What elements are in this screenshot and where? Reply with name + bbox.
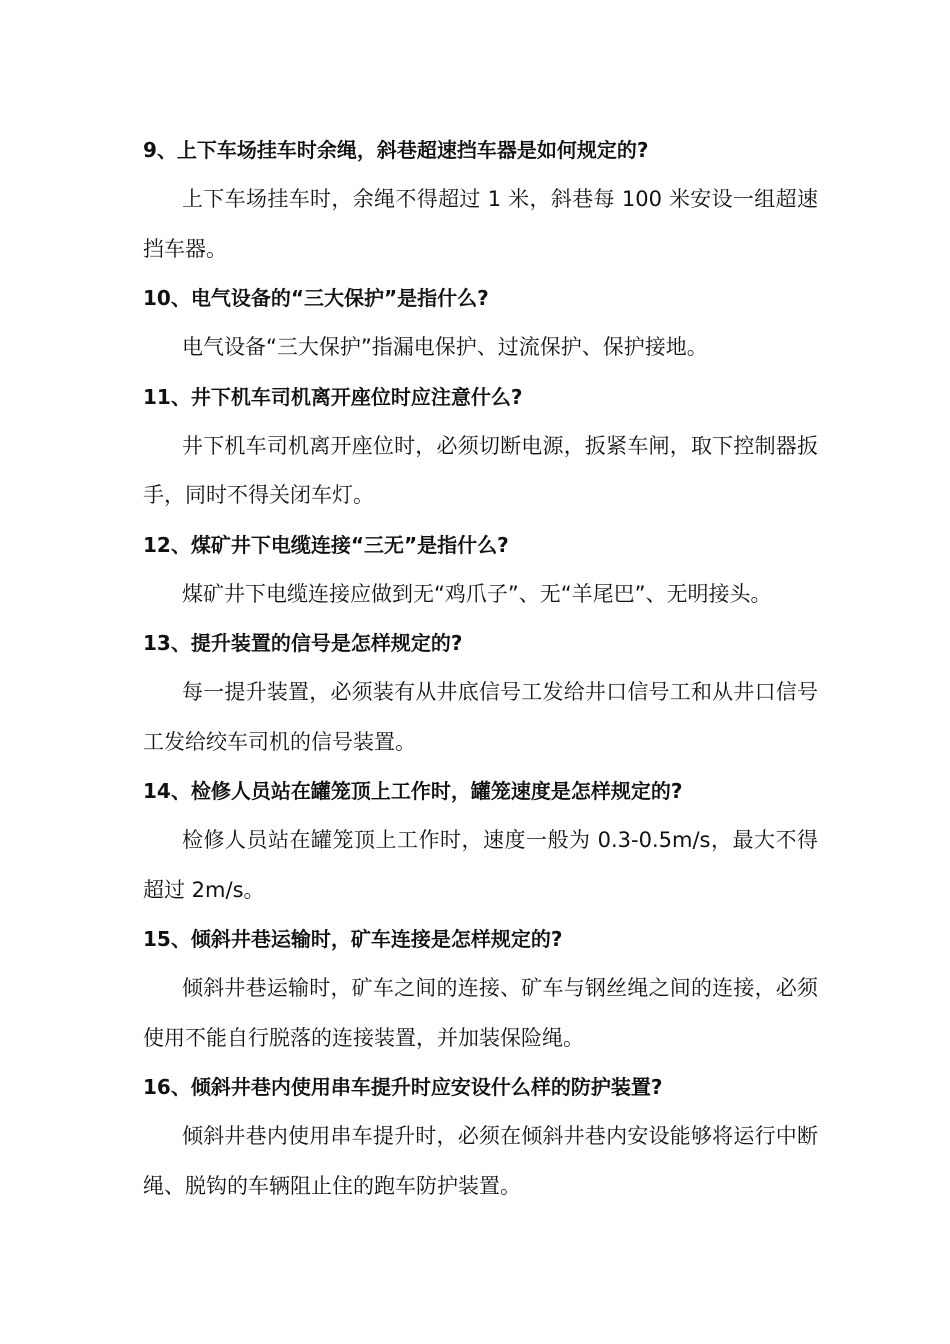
answer-paragraph: 上下车场挂车时，余绳不得超过 1 米，斜巷每 100 米安设一组超速挡车器。 <box>143 187 818 261</box>
answer-paragraph: 倾斜井巷内使用串车提升时，必须在倾斜井巷内安设能够将运行中断绳、脱钩的车辆阻止住的跑车防护装置。 <box>143 1124 818 1198</box>
question-heading: 10、电气设备的“三大保护”是指什么? <box>143 286 489 310</box>
answer-paragraph: 电气设备“三大保护”指漏电保护、过流保护、保护接地。 <box>182 335 708 359</box>
answer-paragraph: 井下机车司机离开座位时，必须切断电源，扳紧车闸，取下控制器扳手，同时不得关闭车灯。 <box>143 433 818 507</box>
qa-item-15 <box>143 915 818 1063</box>
qa-item-10 <box>143 274 818 373</box>
qa-item-9 <box>143 126 818 274</box>
qa-item-12 <box>143 521 818 620</box>
qa-item-14 <box>143 767 818 915</box>
qa-item-11 <box>143 373 818 521</box>
question-heading: 15、倾斜井巷运输时，矿车连接是怎样规定的? <box>143 927 563 951</box>
question-heading: 11、井下机车司机离开座位时应注意什么? <box>143 384 523 409</box>
question-heading: 13、提升装置的信号是怎样规定的? <box>143 631 463 655</box>
qa-item-16 <box>143 1063 818 1211</box>
answer-paragraph: 检修人员站在罐笼顶上工作时，速度一般为 0.3-0.5m/s，最大不得超过 2m/s。 <box>143 828 818 902</box>
question-heading: 9、上下车场挂车时余绳，斜巷超速挡车器是如何规定的? <box>143 138 649 162</box>
answer-paragraph: 倾斜井巷运输时，矿车之间的连接、矿车与钢丝绳之间的连接，必须使用不能自行脱落的连接装置，并加装保险绳。 <box>143 976 818 1050</box>
question-heading: 12、煤矿井下电缆连接“三无”是指什么? <box>143 532 509 557</box>
answer-paragraph: 每一提升装置，必须装有从井底信号工发给井口信号工和从井口信号工发给绞车司机的信号装置。 <box>143 680 818 754</box>
qa-item-13 <box>143 619 818 767</box>
qa-list <box>143 126 818 1211</box>
question-heading: 14、检修人员站在罐笼顶上工作时，罐笼速度是怎样规定的? <box>143 779 683 803</box>
answer-paragraph: 煤矿井下电缆连接应做到无“鸡爪子”、无“羊尾巴”、无明接头。 <box>182 581 772 606</box>
question-heading: 16、倾斜井巷内使用串车提升时应安设什么样的防护装置? <box>143 1075 663 1099</box>
